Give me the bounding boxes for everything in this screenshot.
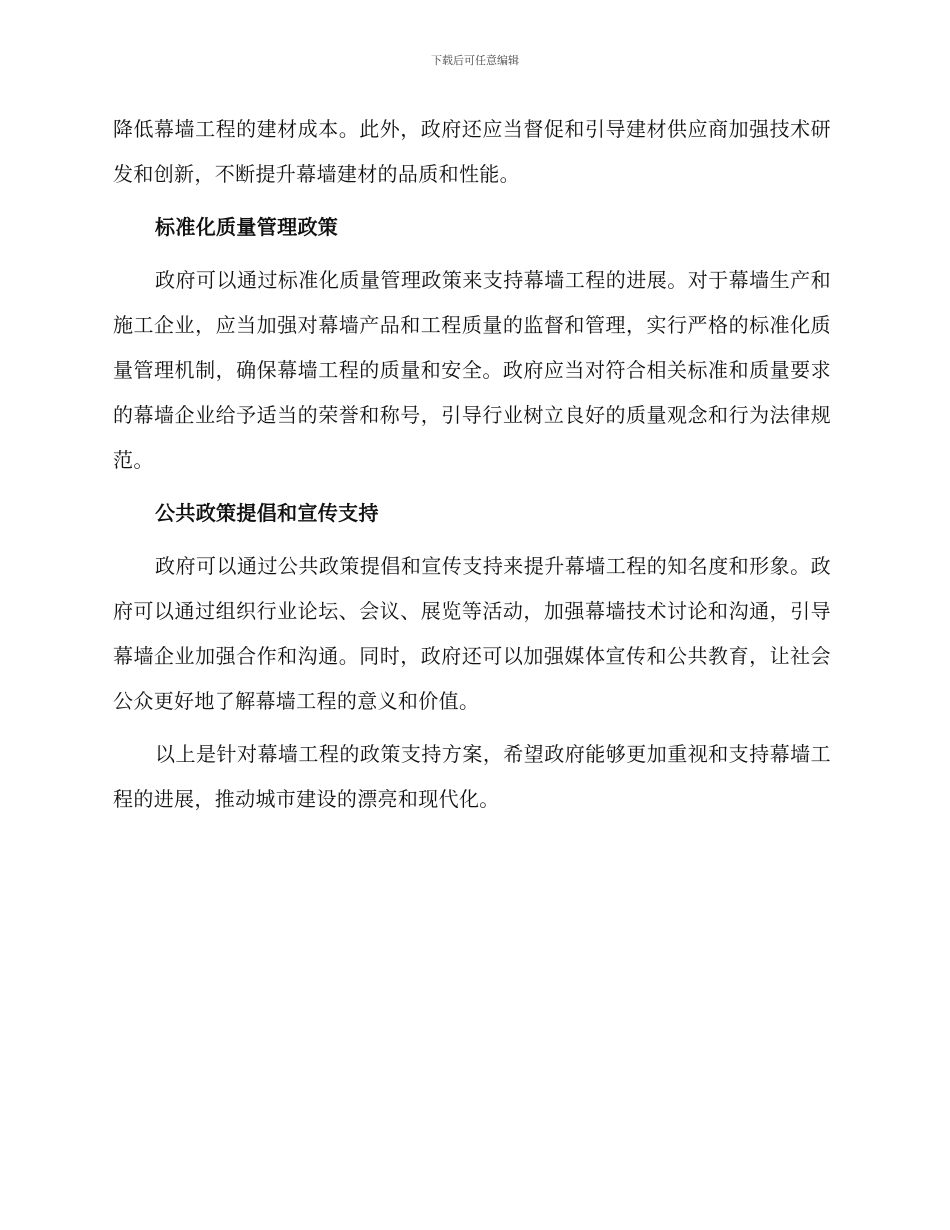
document-body: [113, 107, 831, 830]
section-heading-public-policy: 公共政策提倡和宣传支持: [155, 501, 379, 525]
page-header-note: 下载后可任意编辑: [431, 54, 519, 67]
paragraph-intro: 降低幕墙工程的建材成本。此外，政府还应当督促和引导建材供应商加强技术研发和创新，不断提升幕墙建材的品质和性能。: [113, 117, 831, 186]
paragraph-standardized-quality: 政府可以通过标准化质量管理政策来支持幕墙工程的进展。对于幕墙生产和施工企业，应当加强对幕墙产品和工程质量的监督和管理，实行严格的标准化质量管理机制，确保幕墙工程的质量和安全。政府应当对符合相关标准和质量要求的幕墙企业给予适当的荣誉和称号，引导行业树立良好的质量观念和行为法律规范。: [113, 268, 831, 472]
section-heading-standardized-quality: 标准化质量管理政策: [155, 215, 339, 239]
paragraph-public-policy: 政府可以通过公共政策提倡和宣传支持来提升幕墙工程的知名度和形象。政府可以通过组织行业论坛、会议、展览等活动，加强幕墙技术讨论和沟通，引导幕墙企业加强合作和沟通。同时，政府还可以加强媒体宣传和公共教育，让社会公众更好地了解幕墙工程的意义和价值。: [113, 554, 831, 713]
paragraph-conclusion: 以上是针对幕墙工程的政策支持方案，希望政府能够更加重视和支持幕墙工程的进展，推动城市建设的漂亮和现代化。: [113, 742, 831, 811]
